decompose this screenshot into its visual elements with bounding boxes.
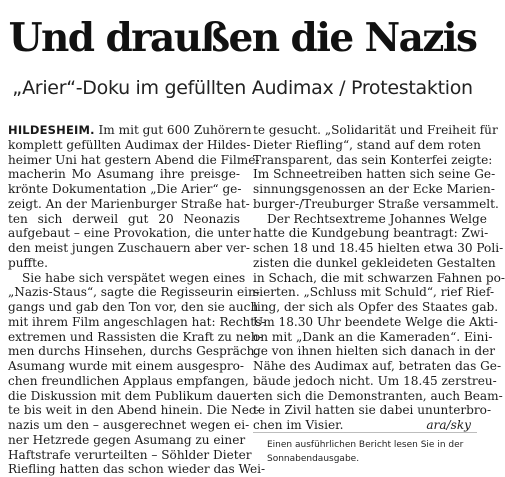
dateline: HILDESHEIM. [8, 123, 95, 137]
body-line: Haftstrafe verurteilten – Söhlder Dieter [8, 447, 252, 462]
body-line: puffte. [8, 255, 48, 270]
body-line: die Diskussion mit dem Publikum dauer- [8, 388, 257, 403]
body-line: chen im Visier. ara/sky [253, 418, 471, 432]
body-line: Riefling hatten das schon wieder das Wei- [8, 462, 266, 477]
body-line: ten sich derweil gut 20 Neonazis [8, 211, 240, 226]
body-line: in Schach, die mit schwarzen Fahnen po- [253, 270, 505, 285]
body-line: komplett gefüllten Audimax der Hildes- [8, 137, 251, 152]
subheadline: „Arier“-Doku im gefüllten Audimax / Protestaktion [12, 77, 473, 99]
body-line: HILDESHEIM. Im mit gut 600 Zuhörern [8, 123, 252, 137]
footnote-line: Sonnabendausgabe. [267, 454, 360, 464]
body-line: sierten. „Schluss mit Schuld“, rief Rief- [253, 285, 495, 300]
body-line: ner Hetzrede gegen Asumang zu einer [8, 432, 246, 447]
body-line: burger-/Treuburger Straße versammelt. [253, 196, 499, 211]
body-line: Asumang wurde mit einem ausgespro- [8, 359, 244, 373]
body-line: extremen und Rassisten die Kraft zu neh- [8, 329, 263, 344]
body-line: on mit „Dank an die Kameraden“. Eini- [253, 329, 493, 344]
body-line: te gesucht. „Solidarität und Freiheit für [253, 123, 498, 137]
body-line: sinnungsgenossen an der Ecke Marien- [253, 182, 495, 196]
body-line: heimer Uni hat gestern Abend die Filme- [8, 152, 260, 167]
author-byline: ara/sky [426, 418, 471, 432]
body-column-right [253, 123, 505, 433]
body-line: bäude jedoch nicht. Um 18.45 zerstreu- [253, 373, 497, 388]
body-line: gangs und gab den Ton vor, den sie auch [8, 300, 259, 314]
body-line: Transparent, das sein Konterfei zeigte: [253, 152, 493, 167]
body-line: hatte die Kundgebung beantragt: Zwi- [253, 226, 489, 241]
body-line: krönte Dokumentation „Die Arier“ ge- [8, 182, 242, 196]
body-line: Der Rechtsextreme Johannes Welge [267, 211, 487, 226]
body-column-left [8, 123, 266, 477]
body-line: Sie habe sich verspätet wegen eines [22, 270, 246, 285]
body-line: ge von ihnen hielten sich danach in der [253, 344, 496, 359]
body-line: Dieter Riefling“, stand auf dem roten [253, 137, 481, 152]
headline: Und draußen die Nazis [8, 15, 477, 61]
body-line: den meist jungen Zuschauern aber ver- [8, 241, 250, 255]
body-line: te in Zivil hatten sie dabei ununterbro- [253, 403, 492, 418]
body-line: Im Schneetreiben hatten sich seine Ge- [253, 167, 496, 182]
body-line: zeigt. An der Marienburger Straße hat- [8, 196, 250, 211]
body-line: mit ihrem Film angeschlagen hat: Rechts- [8, 314, 266, 329]
body-line: Nähe des Audimax auf, betraten das Ge- [253, 359, 502, 373]
body-line: „Nazis-Staus“, sagte die Regisseurin ein- [8, 285, 260, 300]
body-line: aufgebaut – eine Provokation, die unter [8, 226, 251, 241]
body-line: schen 18 und 18.45 hielten etwa 30 Poli- [253, 241, 504, 255]
body-line: nazis um den – ausgerechnet wegen ei- [8, 418, 250, 432]
body-line: te bis weit in den Abend hinein. Die Neo- [8, 403, 261, 418]
body-line: ten sich die Demonstranten, auch Beam- [253, 388, 503, 403]
body-line: chen freundlichen Applaus empfangen, [8, 373, 249, 388]
footnote [267, 438, 477, 466]
body-line: ling, der sich als Opfer des Staates gab. [253, 300, 499, 314]
body-line: Um 18.30 Uhr beendete Welge die Akti- [253, 314, 498, 329]
footnote-divider [253, 432, 477, 433]
body-line: men durchs Hinsehen, durchs Gespräch. [8, 344, 259, 359]
footnote-line: Einen ausführlichen Bericht lesen Sie in der [267, 440, 464, 450]
body-line: macherin Mo Asumang ihre preisge- [8, 167, 240, 182]
body-line: zisten die dunkel gekleideten Gestalten [253, 255, 496, 270]
